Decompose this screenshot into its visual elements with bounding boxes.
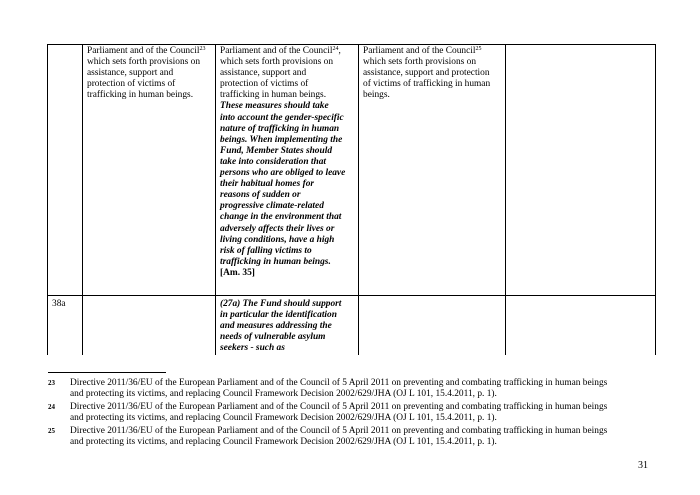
table-divider-4 — [505, 44, 506, 355]
table-divider-1 — [82, 44, 83, 355]
row1-col1-text: Parliament and of the Council$^{23}$ which sets forth provisions on assistance, support and protection of victims of trafficking in human beings. — [87, 46, 206, 101]
table-row-divider — [47, 295, 656, 296]
footnote-number: 25 — [48, 427, 55, 435]
table-border-right — [655, 44, 656, 355]
footnote-text: Directive 2011/36/EU of the European Parliament and of the Council of 5 April 2011 on preventing and combating trafficking in human beings and protecting its victims, and replacing Council Framework Decision 2002/629/JHA (OJ L 101, 15.4.2011, p. 1). — [70, 378, 608, 400]
row2-id: 38a — [52, 299, 66, 309]
table-border-left — [47, 44, 48, 355]
footnote-separator — [48, 372, 166, 373]
footnote-text: Directive 2011/36/EU of the European Parliament and of the Council of 5 April 2011 on preventing and combating trafficking in human beings and protecting its victims, and replacing Council Framework Decision 2002/629/JHA (OJ L 101, 15.4.2011, p. 1). — [70, 426, 608, 448]
footnote-number: 23 — [48, 379, 55, 387]
row2-col2-text: (27a) The Fund should support in particular the identification and measures addressing the needs of vulnerable asylum seekers - such as — [220, 299, 342, 354]
table-border-top — [47, 44, 656, 45]
table-divider-3 — [358, 44, 359, 355]
footnote-text: Directive 2011/36/EU of the European Parliament and of the Council of 5 April 2011 on preventing and combating trafficking in human beings and protecting its victims, and replacing Council Framework Decision 2002/629/JHA (OJ L 101, 15.4.2011, p. 1). — [70, 402, 608, 424]
amendment-reference: [Am. 35] — [220, 267, 255, 278]
table-divider-2 — [215, 44, 216, 355]
footnote-ref-24: 24 — [332, 46, 339, 52]
footnote-ref-25: 25 — [475, 46, 482, 52]
footnote-ref-23: 23 — [199, 46, 206, 52]
footnote-number: 24 — [48, 403, 55, 411]
amendment-text: These measures should take — [220, 101, 329, 112]
page-number: 31 — [638, 460, 648, 471]
row1-col2-text: Parliament and of the Council$^{24}$, which sets forth provisions on assistance, support and protection of victims of trafficking in human beings. These measures should take into account the gender-specific nature of trafficking in human beings. When implementing the Fund, Member States should take into consideration that persons who are obliged to leave their habitual homes for reasons of sudden or progressive climate-related change in the environment that adversely affects their lives or living conditions, have a high risk of falling victims to trafficking in human beings. [Am. 35] — [220, 46, 346, 278]
row1-col3-text: Parliament and of the Council$^{25}$ which sets forth provisions on assistance, support and protection of victims of trafficking in human beings. — [363, 46, 491, 101]
